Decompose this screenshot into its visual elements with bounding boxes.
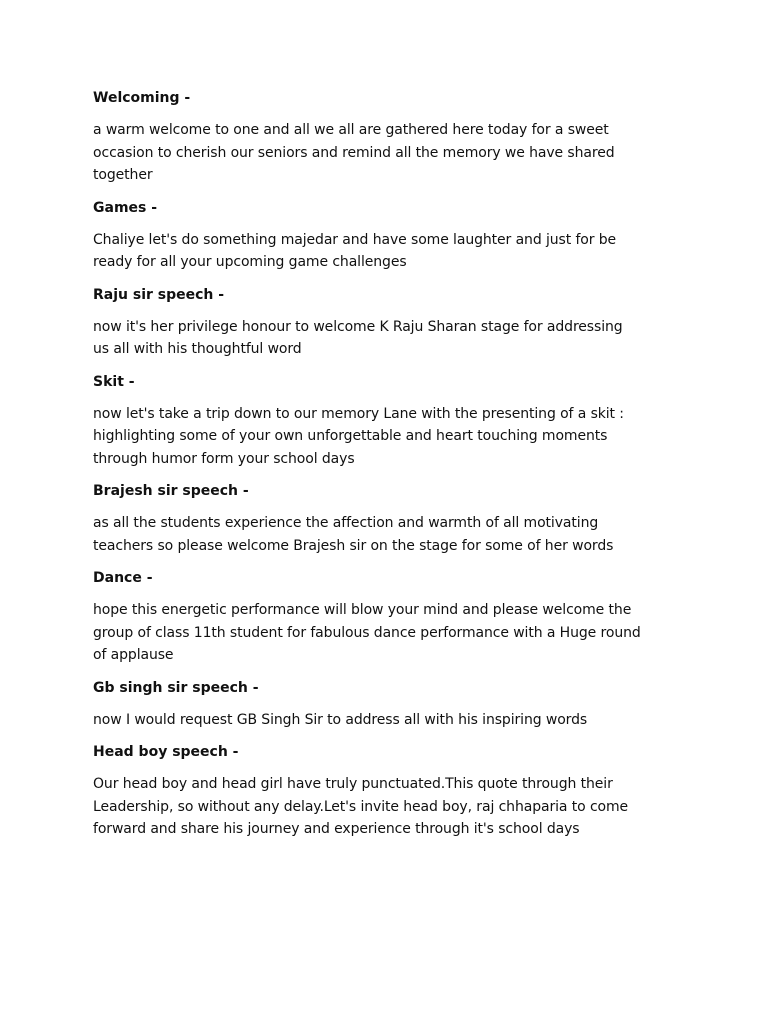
section-heading: Games - — [93, 199, 158, 216]
section-heading: Brajesh sir speech - — [93, 483, 249, 499]
section-text: now I would request GB Singh Sir to address all with his inspiring words — [93, 711, 588, 728]
section-heading: Welcoming - — [93, 90, 191, 106]
document-page — [93, 87, 693, 851]
section-text: as all the students experience the affection and warmth of all motivating teachers so please welcome Brajesh sir on the stage for some of her words — [93, 515, 614, 554]
section-text: Our head boy and head girl have truly punctuated.This quote through their Leadership, so without any delay.Let's invite head boy, raj chhaparia to come forward and share his journey and experience through it's school days — [93, 776, 629, 837]
section-heading: Skit - — [93, 373, 135, 390]
section-text: now let's take a trip down to our memory Lane with the presenting of a skit : highlighting some of your own unforgettable and heart touching moments through humor form your school days — [93, 405, 624, 467]
section-gb-singh-sir-speech — [93, 677, 693, 732]
section-text: now it's her privilege honour to welcome K Raju Sharan stage for addressing us all with his thoughtful word — [93, 318, 623, 357]
section-games — [93, 197, 693, 274]
section-text: a warm welcome to one and all we all are gathered here today for a sweet occasion to cherish our seniors and remind all the memory we have shared together — [93, 122, 615, 183]
section-welcoming — [93, 87, 693, 187]
section-heading: Raju sir speech - — [93, 286, 225, 303]
section-heading: Head boy speech - — [93, 744, 239, 760]
section-heading: Gb singh sir speech - — [93, 679, 259, 696]
section-text: Chaliye let's do something majedar and have some laughter and just for be ready for all your upcoming game challenges — [93, 231, 617, 270]
section-heading: Dance - — [93, 570, 153, 586]
section-brajesh-sir-speech — [93, 480, 693, 557]
section-text: hope this energetic performance will blow your mind and please welcome the group of class 11th student for fabulous dance performance with a Huge round of applause — [93, 602, 641, 663]
section-head-boy-speech — [93, 741, 693, 841]
section-raju-sir-speech — [93, 284, 693, 361]
section-dance — [93, 567, 693, 667]
section-skit — [93, 371, 693, 471]
